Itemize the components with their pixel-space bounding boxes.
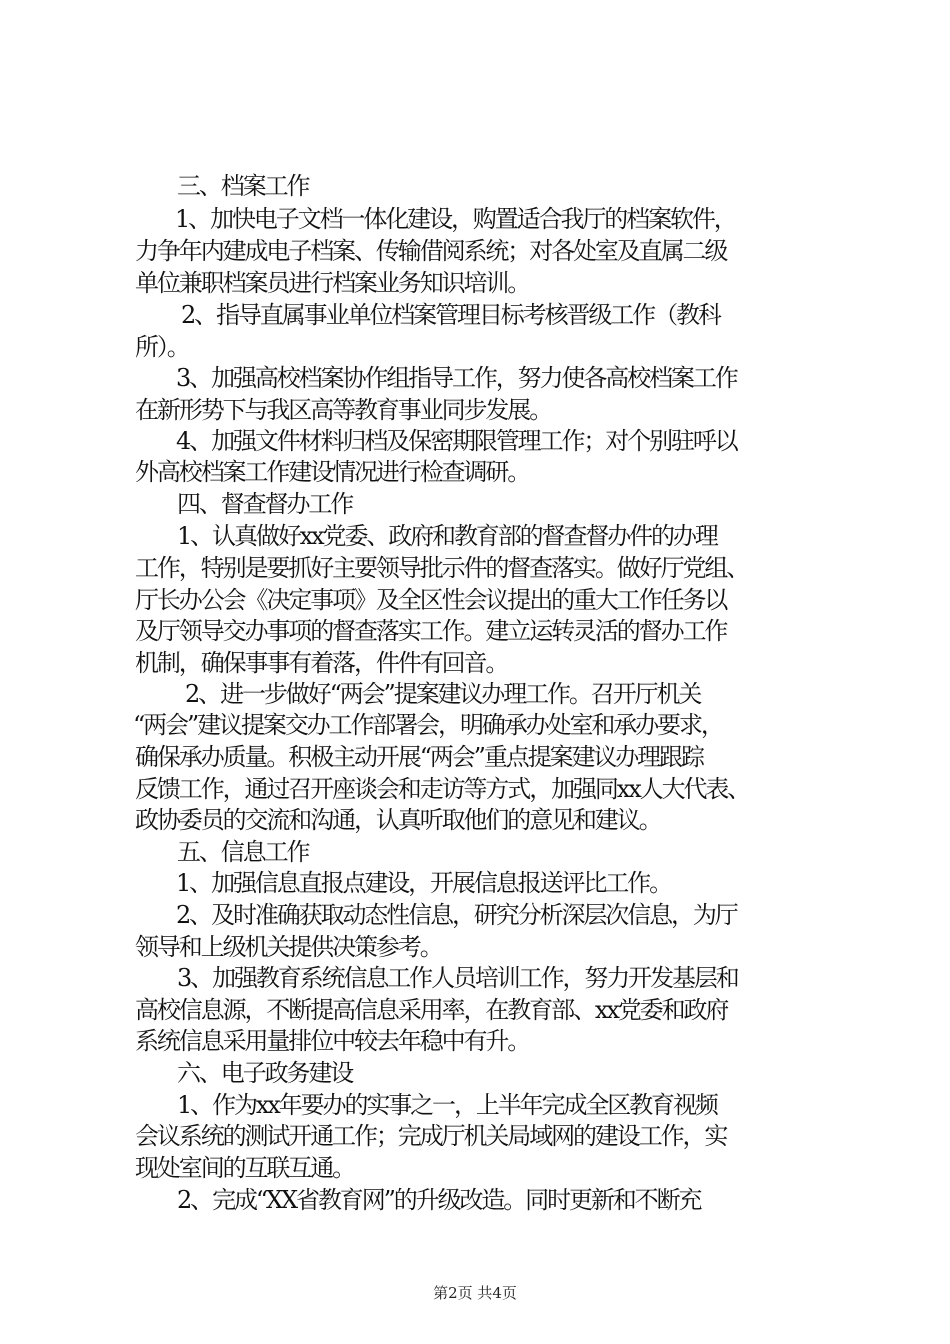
paragraph-line: 反馈工作，通过召开座谈会和走访等方式，加强同xx人大代表、: [135, 775, 750, 803]
paragraph-line: 确保承办质量。积极主动开展“两会”重点提案建议办理跟踪: [135, 743, 703, 771]
paragraph-line: 机制，确保事事有着落，件件有回音。: [135, 649, 508, 677]
section-heading-e-government: 六、电子政务建设: [177, 1059, 353, 1087]
paragraph-line: 1、加强信息直报点建设，开展信息报送评比工作。: [176, 869, 671, 897]
paragraph-line: 高校信息源，不断提高信息采用率，在教育部、xx党委和政府: [135, 996, 728, 1024]
paragraph-line: 2、进一步做好“两会”提案建议办理工作。召开厅机关: [185, 680, 701, 708]
paragraph-line: 3、加强高校档案协作组指导工作，努力使各高校档案工作: [176, 364, 737, 392]
paragraph-line: 在新形势下与我区高等教育事业同步发展。: [135, 396, 552, 424]
paragraph-line: 领导和上级机关提供决策参考。: [135, 933, 442, 961]
paragraph-line: 1、加快电子文档一体化建设，购置适合我厅的档案软件，: [175, 205, 736, 233]
section-heading-information: 五、信息工作: [177, 838, 309, 866]
paragraph-line: 工作，特别是要抓好主要领导批示件的督查落实。做好厅党组、: [135, 554, 749, 582]
paragraph-line: 外高校档案工作建设情况进行检查调研。: [135, 458, 530, 486]
paragraph-line: “两会”建议提案交办工作部署会，明确承办处室和承办要求，: [133, 711, 723, 739]
paragraph-line: 及厅领导交办事项的督查落实工作。建立运转灵活的督办工作: [135, 617, 727, 645]
paragraph-line: 4、加强文件材料归档及保密期限管理工作；对个别驻呼以: [176, 427, 737, 455]
paragraph-line: 政协委员的交流和沟通，认真听取他们的意见和建议。: [135, 806, 661, 834]
paragraph-line: 2、及时准确获取动态性信息，研究分析深层次信息，为厅: [176, 901, 737, 929]
section-heading-archives: 三、档案工作: [177, 172, 309, 200]
paragraph-line: 力争年内建成电子档案、传输借阅系统；对各处室及直属二级: [135, 237, 727, 265]
paragraph-line: 所）。: [135, 333, 189, 361]
section-heading-supervision: 四、督查督办工作: [177, 490, 353, 518]
paragraph-line: 2、指导直属事业单位档案管理目标考核晋级工作（教科: [181, 301, 720, 329]
page-number-footer: 第2页 共4页: [433, 1284, 517, 1302]
paragraph-line: 2、完成“XX省教育网”的升级改造。同时更新和不断充: [177, 1186, 701, 1214]
paragraph-line: 会议系统的测试开通工作；完成厅机关局域网的建设工作，实: [135, 1122, 727, 1150]
paragraph-line: 单位兼职档案员进行档案业务知识培训。: [135, 269, 530, 297]
paragraph-line: 厅长办公会《决定事项》及全区性会议提出的重大工作任务以: [135, 586, 727, 614]
paragraph-line: 系统信息采用量排位中较去年稳中有升。: [135, 1027, 530, 1055]
paragraph-line: 3、加强教育系统信息工作人员培训工作，努力开发基层和: [177, 964, 738, 992]
paragraph-line: 1、作为xx年要办的实事之一，上半年完成全区教育视频: [177, 1091, 717, 1119]
paragraph-line: 1、认真做好xx党委、政府和教育部的督查督办件的办理: [177, 522, 717, 550]
paragraph-line: 现处室间的互联互通。: [135, 1154, 354, 1182]
